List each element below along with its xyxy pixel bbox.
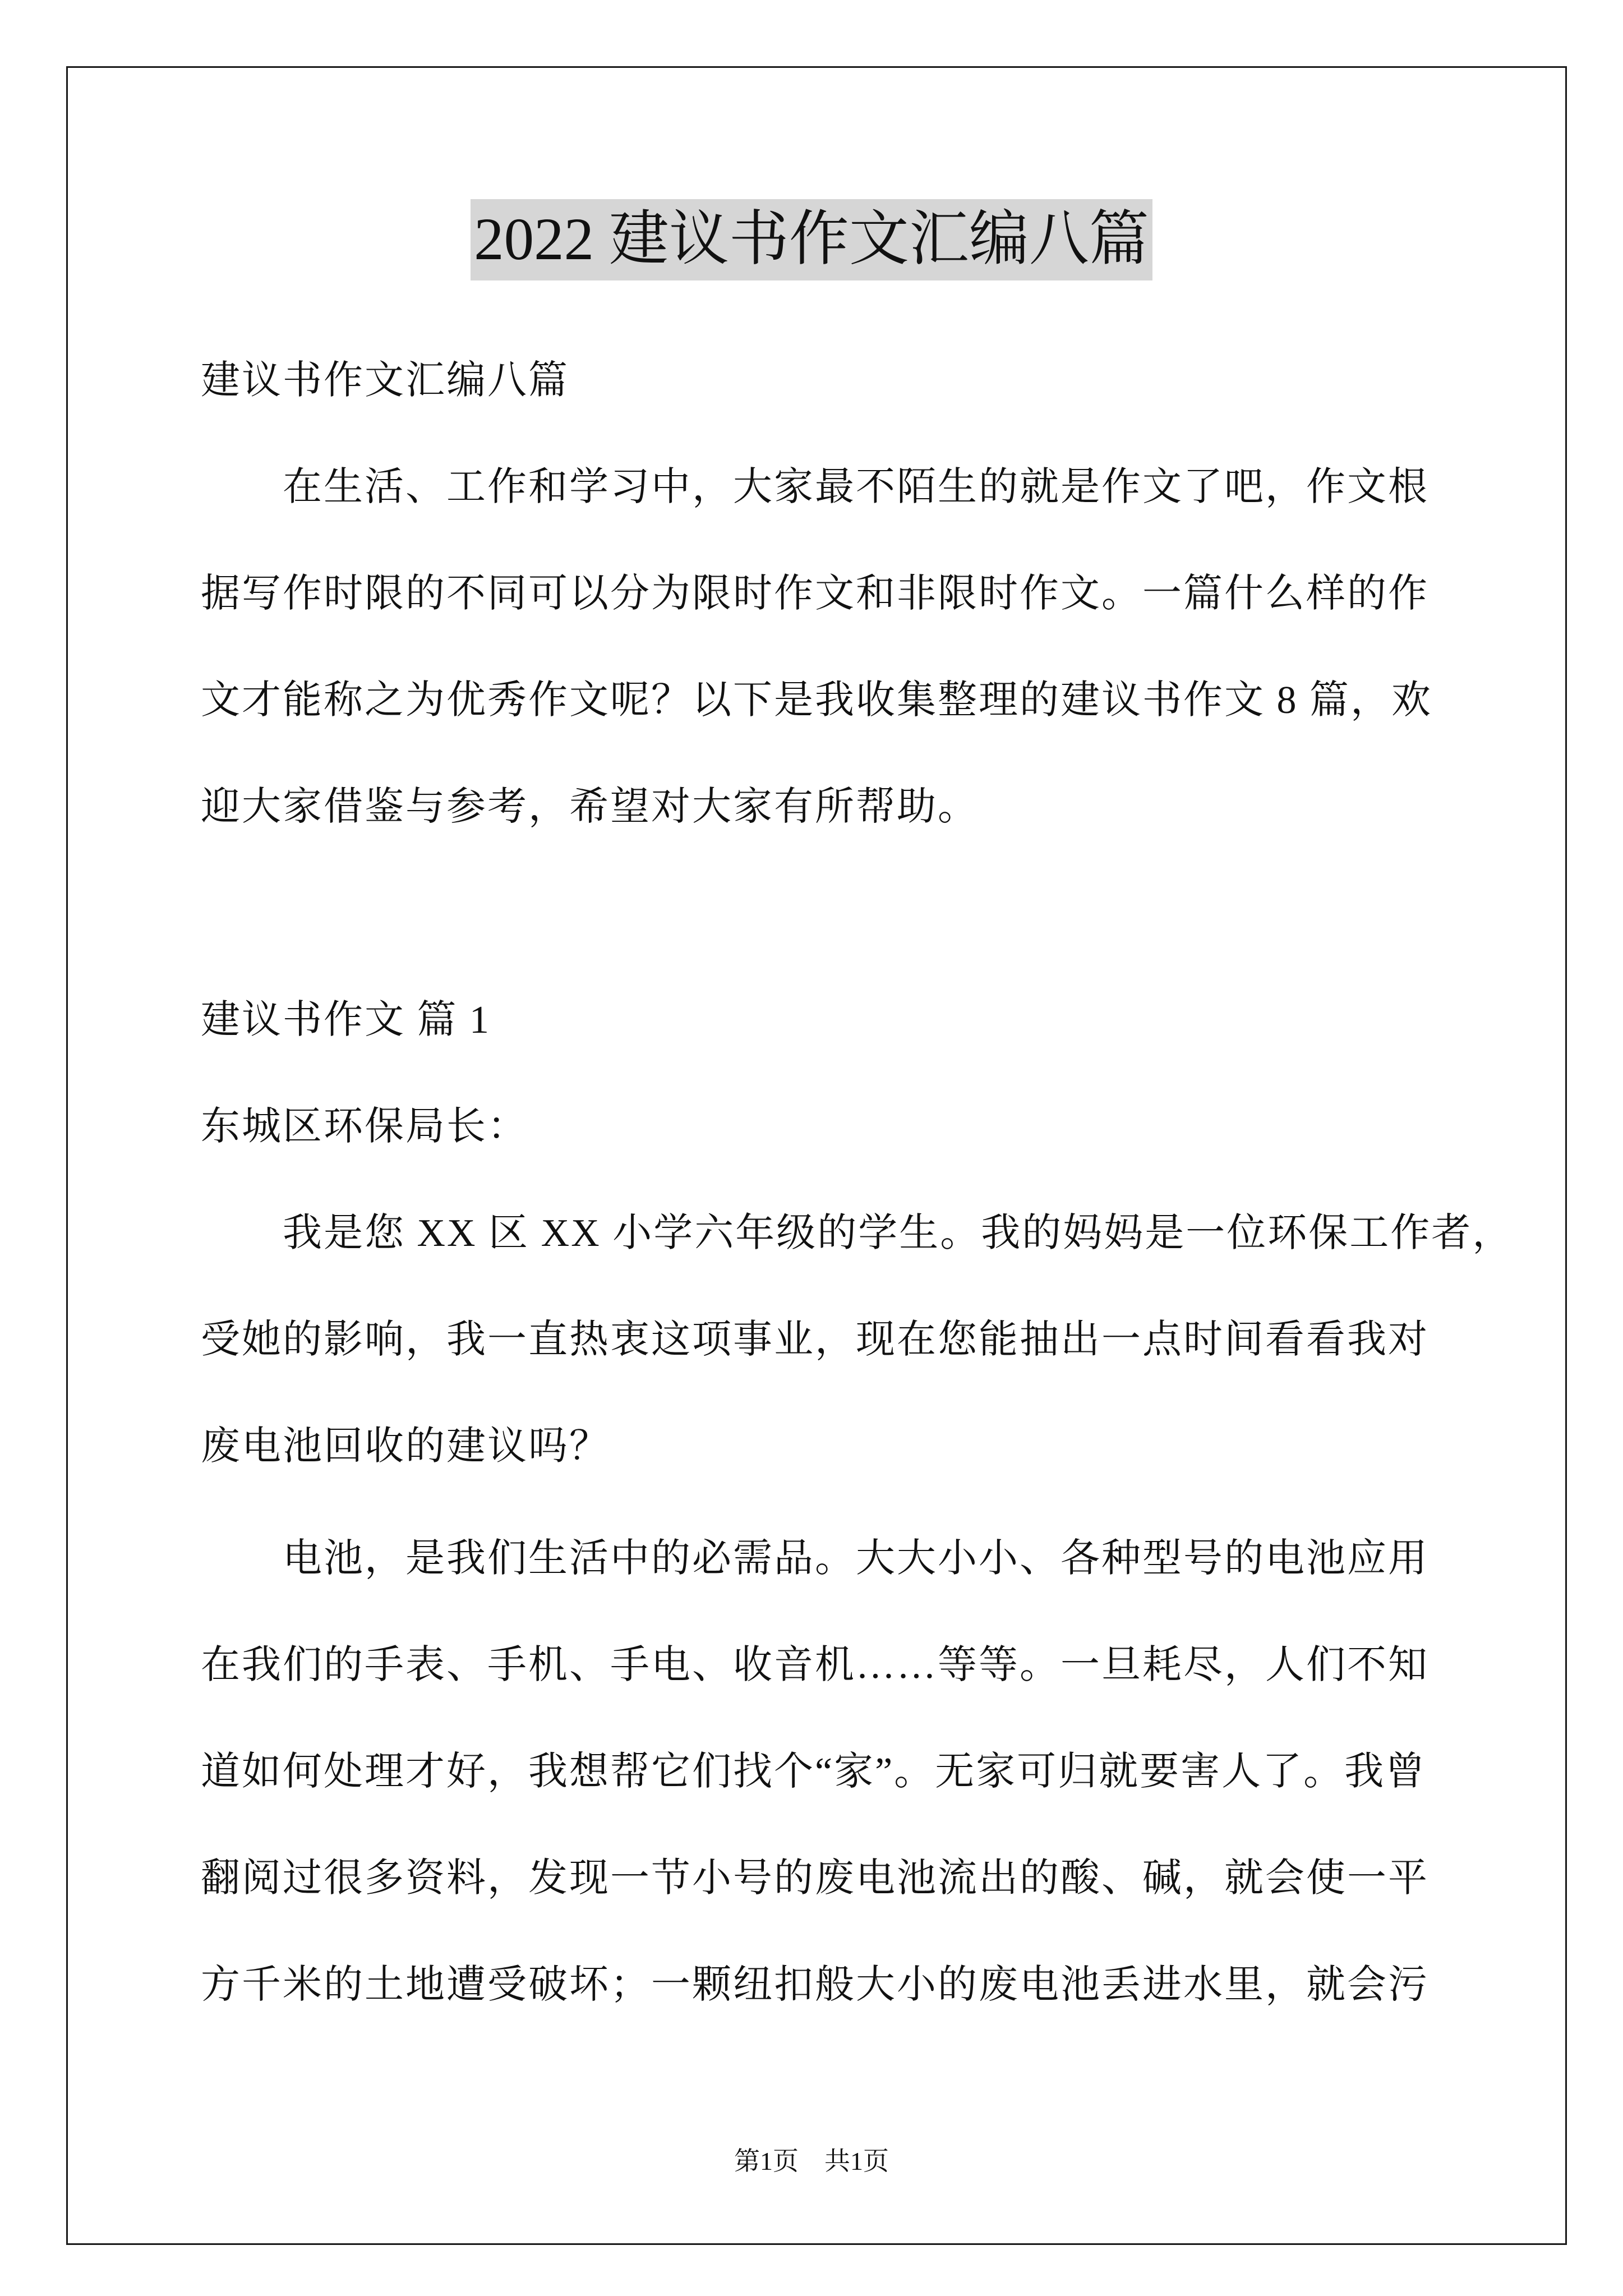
intro-line: 在生活、工作和学习中，大家最不陌生的就是作文了吧，作文根: [283, 466, 1429, 509]
page-footer: 第1页 共1页: [734, 2147, 889, 2175]
intro-paragraph: [201, 434, 1491, 861]
intro-line: 文才能称之为优秀作文呢？以下是我收集整理的建议书作文 8 篇，欢: [201, 679, 1432, 722]
paragraph-line: 在我们的手表、手机、手电、收音机……等等。一旦耗尽，人们不知: [201, 1644, 1429, 1687]
paragraph-line: 废电池回收的建议吗？: [201, 1425, 610, 1468]
paragraph-line: 我是您 XX 区 XX 小学六年级的学生。我的妈妈是一位环保工作者，: [283, 1212, 1514, 1255]
paragraph-line: 电池，是我们生活中的必需品。大大小小、各种型号的电池应用: [283, 1537, 1429, 1580]
paragraph-gap: [201, 1500, 1491, 1506]
document-title: 2022 建议书作文汇编八篇: [471, 199, 1152, 280]
letter-paragraph-1: [201, 1180, 1514, 1500]
document-body: [201, 328, 1514, 2039]
paragraph-line: 翻阅过很多资料，发现一节小号的废电池流出的酸、碱，就会使一平: [201, 1857, 1429, 1900]
title-container: [0, 199, 1623, 280]
blank-line: [201, 861, 1491, 967]
intro-line: 据写作时限的不同可以分为限时作文和非限时作文。一篇什么样的作: [201, 572, 1429, 615]
paragraph-line: 受她的影响，我一直热衷这项事业，现在您能抽出一点时间看看我对: [201, 1318, 1429, 1361]
letter-paragraph-2: [201, 1506, 1491, 2039]
paragraph-line: 道如何处理才好，我想帮它们找个“家”。无家可归就要害人了。我曾: [201, 1750, 1427, 1793]
subtitle: 建议书作文汇编八篇: [201, 359, 569, 402]
section-heading: 建议书作文 篇 1: [201, 999, 491, 1042]
intro-line: 迎大家借鉴与参考，希望对大家有所帮助。: [201, 785, 979, 829]
salutation: 东城区环保局长：: [201, 1105, 528, 1148]
paragraph-line: 方千米的土地遭受破坏；一颗纽扣般大小的废电池丢进水里，就会污: [201, 1963, 1429, 2007]
